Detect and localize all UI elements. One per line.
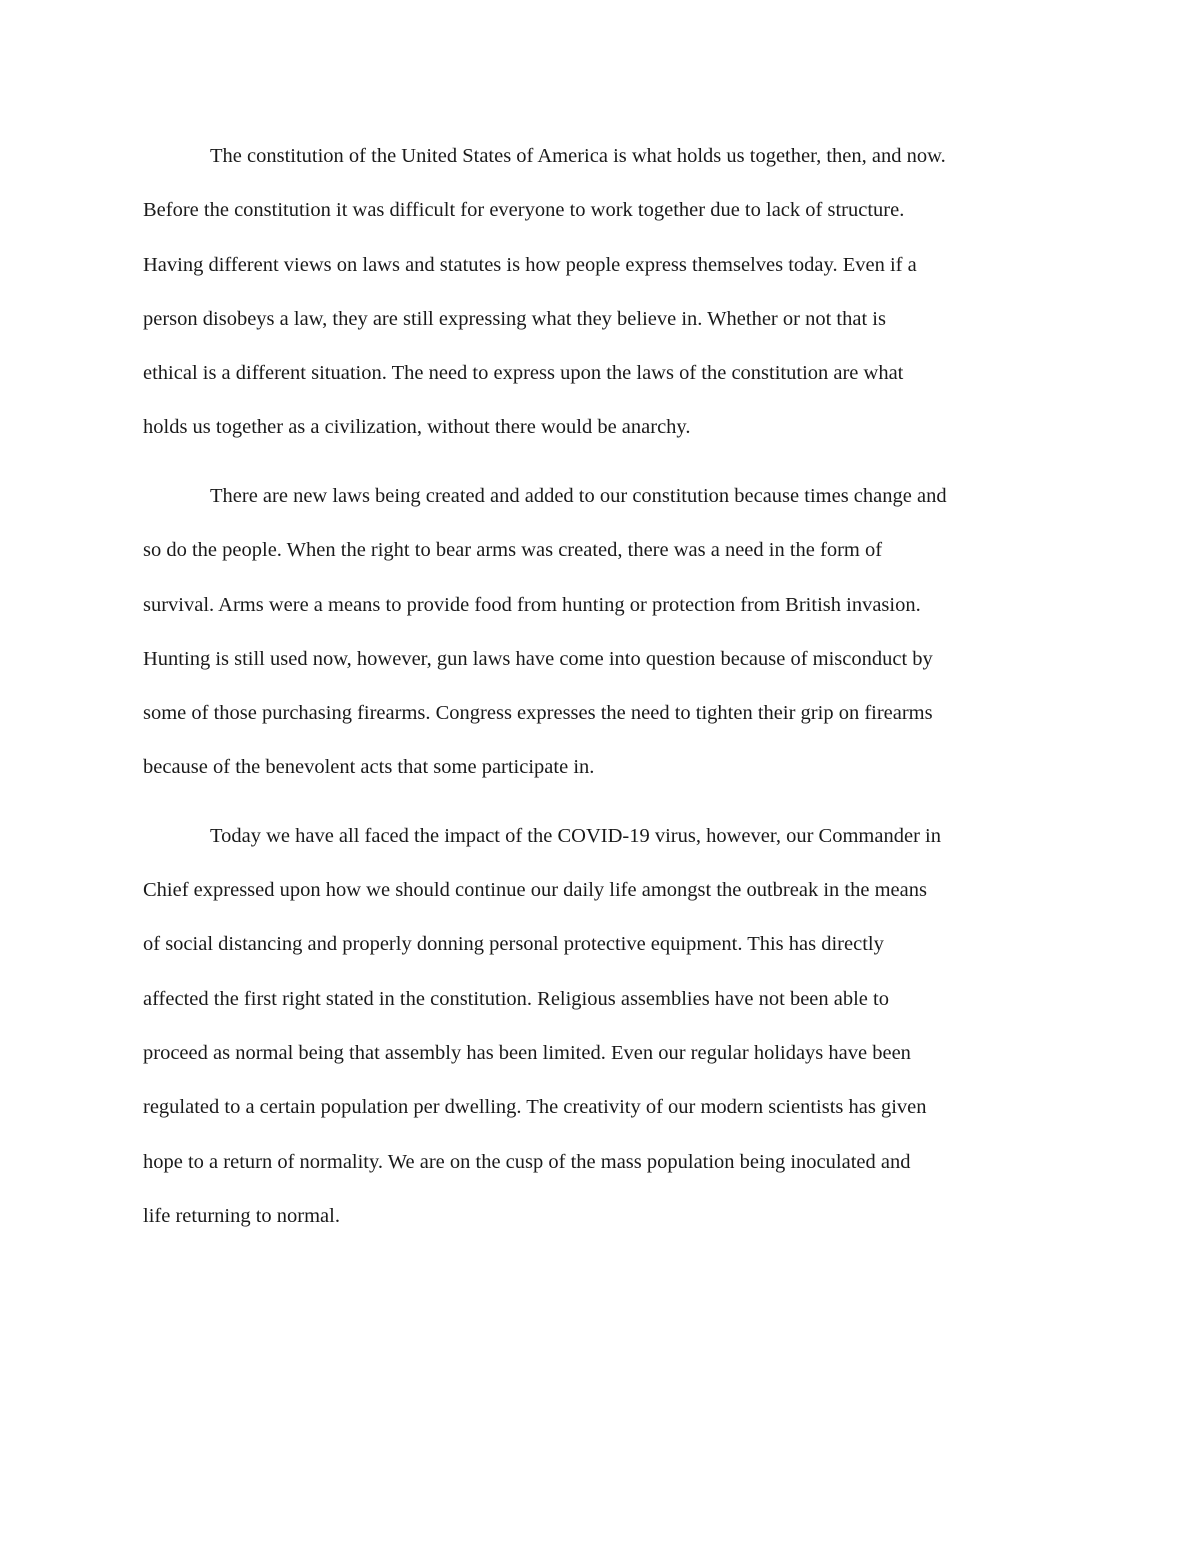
paragraph-3-line-1: Today we have all faced the impact of the COVID-19 virus, however, our Commander in: [210, 825, 941, 847]
paragraph-3-line-2: Chief expressed upon how we should continue our daily life amongst the outbreak in the means: [143, 879, 927, 901]
paragraph-1-line-6: holds us together as a civilization, without there would be anarchy.: [143, 416, 691, 438]
paragraph-2-line-4: Hunting is still used now, however, gun laws have come into question because of misconduct by: [143, 648, 933, 670]
paragraph-2-line-3: survival. Arms were a means to provide food from hunting or protection from British invasion.: [143, 594, 921, 616]
paragraph-3-line-6: regulated to a certain population per dwelling. The creativity of our modern scientists has given: [143, 1096, 927, 1118]
paragraph-2-line-5: some of those purchasing firearms. Congress expresses the need to tighten their grip on firearms: [143, 702, 933, 724]
paragraph-1-line-3: Having different views on laws and statutes is how people express themselves today. Even if a: [143, 254, 917, 276]
paragraph-1-line-2: Before the constitution it was difficult for everyone to work together due to lack of structure.: [143, 199, 905, 221]
paragraph-3-line-8: life returning to normal.: [143, 1205, 340, 1227]
paragraph-2-line-1: There are new laws being created and added to our constitution because times change and: [210, 485, 947, 507]
paragraph-2-line-2: so do the people. When the right to bear arms was created, there was a need in the form of: [143, 539, 883, 561]
paragraph-1-line-1: The constitution of the United States of America is what holds us together, then, and now.: [210, 145, 946, 167]
paragraph-2-line-6: because of the benevolent acts that some participate in.: [143, 756, 595, 778]
paragraph-1-line-5: ethical is a different situation. The need to express upon the laws of the constitution are what: [143, 362, 904, 384]
paragraph-3-line-5: proceed as normal being that assembly has been limited. Even our regular holidays have been: [143, 1042, 911, 1064]
paragraph-3-line-7: hope to a return of normality. We are on the cusp of the mass population being inoculated and: [143, 1151, 911, 1173]
paragraph-1-line-4: person disobeys a law, they are still expressing what they believe in. Whether or not that is: [143, 308, 886, 330]
paragraph-3-line-3: of social distancing and properly donning personal protective equipment. This has directly: [143, 933, 884, 955]
paragraph-3-line-4: affected the first right stated in the constitution. Religious assemblies have not been able to: [143, 988, 889, 1010]
